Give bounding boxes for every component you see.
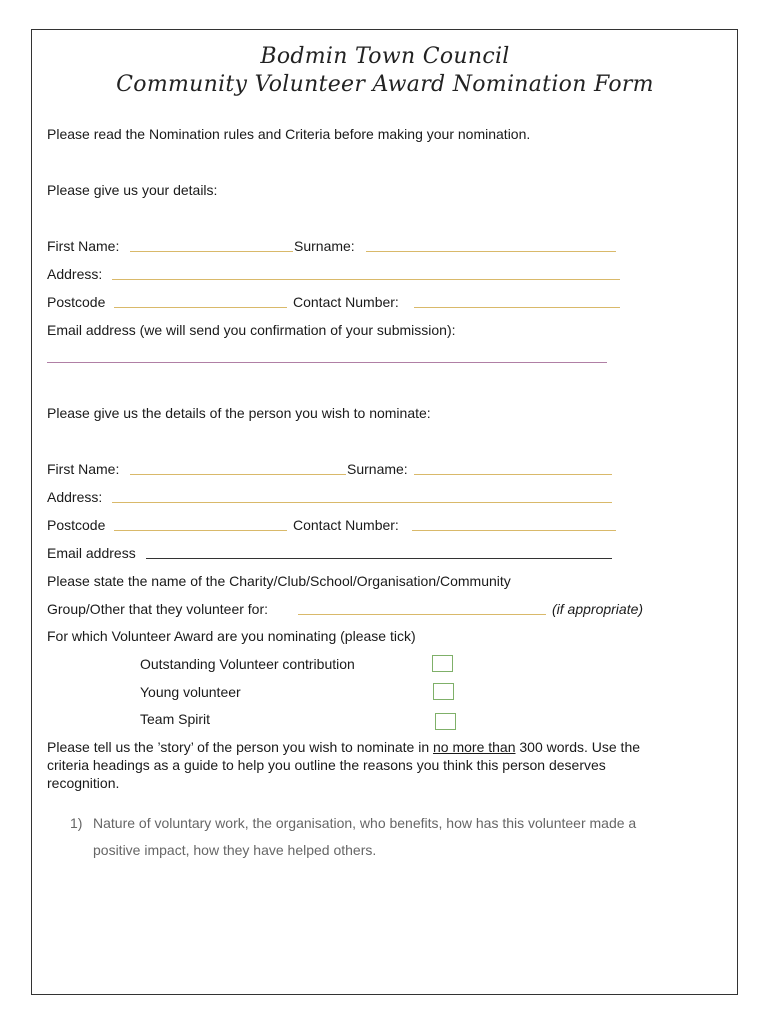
council-title: Bodmin Town Council (260, 44, 510, 69)
address-field[interactable] (112, 279, 620, 280)
award-option-young: Young volunteer (140, 684, 241, 700)
nominee-address-field[interactable] (112, 502, 612, 503)
story-instruction-line2: criteria headings as a guide to help you outline the reasons you think this person deserves (47, 757, 606, 773)
nominee-first-name-field[interactable] (130, 474, 346, 475)
criteria-line2: positive impact, how they have helped others. (93, 842, 377, 858)
postcode-field[interactable] (114, 307, 287, 308)
story-instruction-line1: Please tell us the ’story’ of the person you wish to nominate in no more than 300 words. Use the (47, 739, 641, 755)
team-spirit-checkbox[interactable] (435, 713, 456, 730)
organisation-question-line2: Group/Other that they volunteer for: (47, 601, 269, 617)
contact-number-field[interactable] (414, 307, 620, 308)
email-field[interactable] (47, 362, 607, 363)
nominee-first-name-label: First Name: (47, 461, 120, 477)
nominee-postcode-field[interactable] (114, 530, 287, 531)
email-label: Email address (we will send you confirmation of your submission): (47, 322, 456, 338)
nominee-surname-label: Surname: (347, 461, 408, 477)
criteria-number: 1) (70, 815, 83, 831)
organisation-note: (if appropriate) (552, 601, 644, 617)
form-title: Community Volunteer Award Nomination Form (116, 72, 654, 97)
surname-field[interactable] (366, 251, 616, 252)
nominee-email-label: Email address (47, 545, 136, 561)
contact-number-label: Contact Number: (293, 294, 399, 310)
address-label: Address: (47, 266, 103, 282)
award-option-team-spirit: Team Spirit (140, 711, 211, 727)
first-name-label: First Name: (47, 238, 120, 254)
nominee-address-label: Address: (47, 489, 103, 505)
nominee-surname-field[interactable] (414, 474, 612, 475)
first-name-field[interactable] (130, 251, 293, 252)
organisation-question-line1: Please state the name of the Charity/Club/School/Organisation/Community (47, 573, 511, 589)
intro-text: Please read the Nomination rules and Criteria before making your nomination. (47, 126, 531, 142)
award-option-outstanding: Outstanding Volunteer contribution (140, 656, 355, 672)
young-volunteer-checkbox[interactable] (433, 683, 454, 700)
surname-label: Surname: (294, 238, 355, 254)
story-instruction-line3: recognition. (47, 775, 120, 791)
nominee-contact-number-label: Contact Number: (293, 517, 399, 533)
nominee-email-field[interactable] (146, 558, 612, 559)
organisation-field[interactable] (298, 614, 546, 615)
postcode-label: Postcode (47, 294, 106, 310)
nominee-contact-number-field[interactable] (412, 530, 616, 531)
nominee-heading: Please give us the details of the person you wish to nominate: (47, 405, 431, 421)
your-details-heading: Please give us your details: (47, 182, 218, 198)
award-question: For which Volunteer Award are you nominating (please tick) (47, 628, 416, 644)
nominee-postcode-label: Postcode (47, 517, 106, 533)
outstanding-checkbox[interactable] (432, 655, 453, 672)
criteria-line1: Nature of voluntary work, the organisation, who benefits, how has this volunteer made a (93, 815, 637, 831)
